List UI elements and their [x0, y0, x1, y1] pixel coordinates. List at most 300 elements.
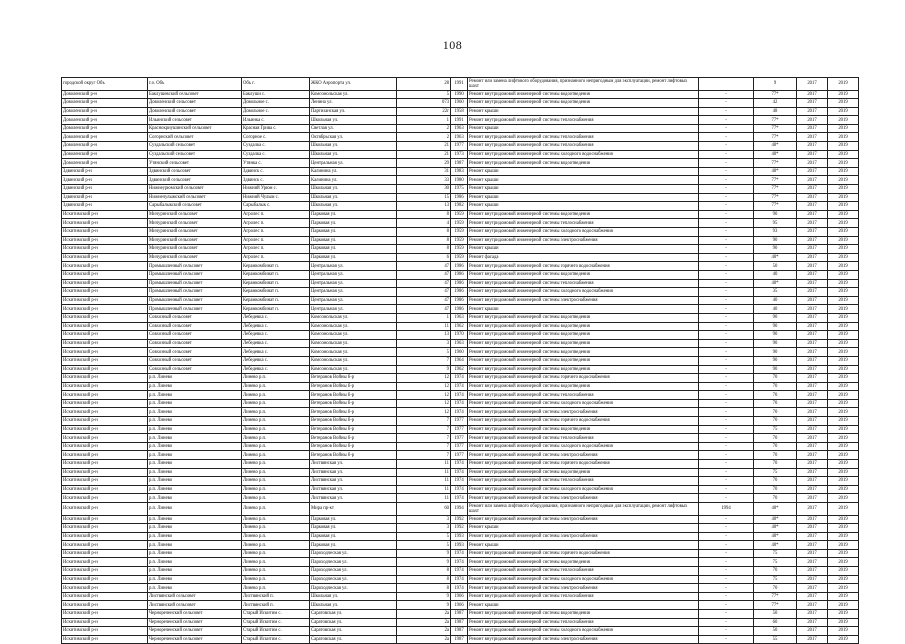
cell-wear-percent: 40*: [754, 532, 797, 541]
cell-work-type: Ремонт внутридомовой инженерной системы электроснабжения: [468, 635, 699, 644]
cell-plan-end-year: 2019: [828, 442, 859, 451]
cell-municipal-district: Искитимский р-н: [62, 584, 148, 593]
cell-year-built: 1991: [451, 78, 468, 91]
table-row: [62, 176, 859, 185]
cell-municipal-district: Искитимский р-н: [62, 374, 148, 383]
cell-wear-percent: 90: [754, 348, 797, 357]
cell-street: Комсомольская ул.: [310, 322, 397, 331]
cell-house-number: 9: [397, 601, 451, 610]
cell-work-type: Ремонт внутридомовой инженерной системы холодного водоснабжения: [468, 485, 699, 494]
cell-year-built: 1974: [451, 567, 468, 576]
cell-municipal-district: городской округ Объ: [62, 78, 148, 91]
cell-plan-start-year: 2017: [797, 339, 828, 348]
cell-year-built: 1986: [451, 262, 468, 271]
cell-municipality: Краснокриушинский сельсовет: [148, 124, 242, 133]
table-row: [62, 485, 859, 494]
table-row: [62, 356, 859, 365]
cell-year-built: 1987: [451, 618, 468, 627]
cell-year-built: 1962: [451, 322, 468, 331]
cell-plan-end-year: 2019: [828, 279, 859, 288]
cell-lift-year: -: [699, 107, 754, 116]
cell-municipal-district: Искитимский р-н: [62, 618, 148, 627]
cell-plan-start-year: 2017: [797, 296, 828, 305]
cell-settlement: Суздалка с.: [242, 142, 310, 151]
cell-work-type: Ремонт внутридомовой инженерной системы электроснабжения: [468, 584, 699, 593]
cell-municipality: Доволенский сельсовет: [148, 107, 242, 116]
cell-wear-percent: 77*: [754, 124, 797, 133]
cell-lift-year: -: [699, 374, 754, 383]
cell-plan-start-year: 2017: [797, 399, 828, 408]
cell-house-number: 12: [397, 408, 451, 417]
cell-street: Листвянская ул.: [310, 477, 397, 486]
table-row: [62, 339, 859, 348]
cell-plan-end-year: 2019: [828, 451, 859, 460]
cell-settlement: Листвянский п.: [242, 592, 310, 601]
repair-schedule-table: [61, 77, 859, 644]
cell-work-type: Ремонт внутридомовой инженерной системы электроснабжения: [468, 494, 699, 503]
cell-municipality: р.п. Линево: [148, 515, 242, 524]
cell-work-type: Ремонт внутридомовой инженерной системы электроснабжения: [468, 515, 699, 524]
cell-work-type: Ремонт внутридомовой инженерной системы холодного водоснабжения: [468, 228, 699, 237]
cell-street: Пароходческая ул.: [310, 549, 397, 558]
cell-plan-end-year: 2019: [828, 150, 859, 159]
cell-plan-end-year: 2019: [828, 78, 859, 91]
cell-street: Листвянская ул.: [310, 460, 397, 469]
cell-plan-end-year: 2019: [828, 305, 859, 314]
cell-plan-end-year: 2019: [828, 159, 859, 168]
cell-plan-end-year: 2019: [828, 270, 859, 279]
cell-municipal-district: Искитимский р-н: [62, 425, 148, 434]
cell-house-number: 12: [397, 391, 451, 400]
table-row: [62, 365, 859, 374]
cell-settlement: Агролес п.: [242, 228, 310, 237]
cell-lift-year: -: [699, 584, 754, 593]
table-row: [62, 477, 859, 486]
cell-plan-end-year: 2019: [828, 468, 859, 477]
cell-municipality: Утянский сельсовет: [148, 159, 242, 168]
cell-plan-end-year: 2019: [828, 219, 859, 228]
cell-wear-percent: 70: [754, 485, 797, 494]
cell-plan-end-year: 2019: [828, 434, 859, 443]
cell-street: Школьная ул.: [310, 142, 397, 151]
cell-house-number: 8: [397, 245, 451, 254]
cell-plan-end-year: 2019: [828, 253, 859, 262]
cell-plan-end-year: 2019: [828, 228, 859, 237]
cell-municipality: Мичуринский сельсовет: [148, 236, 242, 245]
cell-work-type: Ремонт внутридомовой инженерной системы водоотведения: [468, 210, 699, 219]
cell-municipality: р.п. Линево: [148, 485, 242, 494]
cell-lift-year: -: [699, 541, 754, 550]
cell-street: Октябрьская ул.: [310, 133, 397, 142]
cell-work-type: Ремонт внутридомовой инженерной системы водоотведения: [468, 159, 699, 168]
cell-plan-end-year: 2019: [828, 408, 859, 417]
cell-plan-end-year: 2019: [828, 567, 859, 576]
table-row: [62, 90, 859, 99]
cell-house-number: 11: [397, 485, 451, 494]
cell-house-number: 5: [397, 90, 451, 99]
cell-work-type: Ремонт внутридомовой инженерной системы теплоснабжения: [468, 618, 699, 627]
cell-lift-year: -: [699, 159, 754, 168]
cell-plan-end-year: 2019: [828, 185, 859, 194]
cell-settlement: Довольное с.: [242, 99, 310, 108]
cell-municipality: Мичуринский сельсовет: [148, 210, 242, 219]
cell-settlement: Утянка с.: [242, 159, 310, 168]
cell-work-type: Ремонт фасада: [468, 253, 699, 262]
cell-municipality: Доволенский сельсовет: [148, 99, 242, 108]
cell-municipal-district: Искитимский р-н: [62, 468, 148, 477]
cell-work-type: Ремонт крыши: [468, 167, 699, 176]
cell-lift-year: -: [699, 193, 754, 202]
cell-lift-year: -: [699, 142, 754, 151]
cell-municipality: Суздальский сельсовет: [148, 150, 242, 159]
cell-lift-year: -: [699, 417, 754, 426]
cell-wear-percent: 75: [754, 558, 797, 567]
cell-municipal-district: Искитимский р-н: [62, 442, 148, 451]
cell-house-number: 12: [397, 399, 451, 408]
cell-municipal-district: Искитимский р-н: [62, 494, 148, 503]
table-row: [62, 348, 859, 357]
cell-street: Ветеранов Войны б-р: [310, 451, 397, 460]
cell-wear-percent: 70: [754, 451, 797, 460]
cell-wear-percent: 70: [754, 460, 797, 469]
cell-house-number: 2а: [397, 618, 451, 627]
cell-lift-year: -: [699, 477, 754, 486]
table-row: [62, 584, 859, 593]
cell-settlement: Линево р.п.: [242, 442, 310, 451]
cell-year-built: 1966: [451, 601, 468, 610]
cell-work-type: Ремонт внутридомовой инженерной системы электроснабжения: [468, 408, 699, 417]
cell-plan-end-year: 2019: [828, 610, 859, 619]
cell-municipality: Совхозный сельсовет: [148, 331, 242, 340]
cell-plan-start-year: 2017: [797, 567, 828, 576]
cell-plan-end-year: 2019: [828, 382, 859, 391]
cell-plan-end-year: 2019: [828, 116, 859, 125]
cell-wear-percent: 90: [754, 365, 797, 374]
cell-year-built: 1964: [451, 356, 468, 365]
cell-street: Ветеранов Войны б-р: [310, 417, 397, 426]
cell-street: Ветеранов Войны б-р: [310, 382, 397, 391]
cell-lift-year: -: [699, 348, 754, 357]
cell-plan-start-year: 2017: [797, 348, 828, 357]
cell-house-number: 47: [397, 305, 451, 314]
cell-street: Центральная ул.: [310, 270, 397, 279]
cell-municipality: г.о. Объ: [148, 78, 242, 91]
cell-municipality: Совхозный сельсовет: [148, 365, 242, 374]
cell-municipality: Совхозный сельсовет: [148, 313, 242, 322]
cell-lift-year: -: [699, 601, 754, 610]
cell-plan-start-year: 2017: [797, 142, 828, 151]
cell-plan-end-year: 2019: [828, 167, 859, 176]
cell-house-number: 15: [397, 193, 451, 202]
cell-plan-end-year: 2019: [828, 133, 859, 142]
table-row: [62, 193, 859, 202]
cell-year-built: 1974: [451, 549, 468, 558]
cell-settlement: Линево р.п.: [242, 391, 310, 400]
cell-lift-year: -: [699, 549, 754, 558]
cell-wear-percent: 77*: [754, 116, 797, 125]
cell-municipality: р.п. Линево: [148, 477, 242, 486]
cell-settlement: Линево р.п.: [242, 408, 310, 417]
cell-lift-year: -: [699, 451, 754, 460]
cell-municipality: Сарыбалыкский сельсовет: [148, 202, 242, 211]
cell-settlement: Линево р.п.: [242, 399, 310, 408]
cell-municipal-district: Искитимский р-н: [62, 592, 148, 601]
cell-plan-start-year: 2017: [797, 425, 828, 434]
cell-plan-start-year: 2017: [797, 116, 828, 125]
cell-year-built: 1993: [451, 532, 468, 541]
cell-house-number: 7: [397, 442, 451, 451]
cell-plan-start-year: 2017: [797, 185, 828, 194]
cell-street: Калинина ул.: [310, 176, 397, 185]
cell-work-type: Ремонт внутридомовой инженерной системы водоотведения: [468, 99, 699, 108]
cell-lift-year: -: [699, 288, 754, 297]
cell-wear-percent: 60: [754, 618, 797, 627]
cell-plan-end-year: 2019: [828, 322, 859, 331]
cell-year-built: 1977: [451, 142, 468, 151]
table-row: [62, 460, 859, 469]
cell-municipal-district: Доволенский р-н: [62, 116, 148, 125]
cell-municipality: Промышленный сельсовет: [148, 288, 242, 297]
cell-street: Школьная ул.: [310, 202, 397, 211]
cell-municipality: р.п. Линево: [148, 575, 242, 584]
cell-municipality: р.п. Линево: [148, 584, 242, 593]
cell-lift-year: -: [699, 558, 754, 567]
cell-street: Саратовская ул.: [310, 635, 397, 644]
table-row: [62, 288, 859, 297]
cell-municipality: Суздальский сельсовет: [148, 142, 242, 151]
table-row: [62, 503, 859, 516]
cell-settlement: Линево р.п.: [242, 494, 310, 503]
cell-plan-start-year: 2017: [797, 99, 828, 108]
cell-plan-start-year: 2017: [797, 107, 828, 116]
cell-lift-year: -: [699, 382, 754, 391]
cell-settlement: Линево р.п.: [242, 382, 310, 391]
cell-lift-year: -: [699, 331, 754, 340]
cell-plan-end-year: 2019: [828, 142, 859, 151]
cell-settlement: Листвянский п.: [242, 601, 310, 610]
cell-municipality: р.п. Линево: [148, 408, 242, 417]
cell-plan-end-year: 2019: [828, 331, 859, 340]
cell-wear-percent: 77*: [754, 159, 797, 168]
cell-house-number: 8: [397, 228, 451, 237]
cell-year-built: 1974: [451, 399, 468, 408]
cell-wear-percent: 95: [754, 219, 797, 228]
cell-settlement: Линево р.п.: [242, 524, 310, 533]
cell-street: Центральная ул.: [310, 279, 397, 288]
cell-year-built: 1963: [451, 313, 468, 322]
cell-street: Пароходческая ул.: [310, 558, 397, 567]
table-row: [62, 468, 859, 477]
cell-street: Школьная ул.: [310, 185, 397, 194]
cell-house-number: 7: [397, 417, 451, 426]
cell-work-type: Ремонт внутридомовой инженерной системы холодного водоснабжения: [468, 150, 699, 159]
cell-plan-start-year: 2017: [797, 610, 828, 619]
table-row: [62, 116, 859, 125]
cell-house-number: 6: [397, 253, 451, 262]
table-row: [62, 382, 859, 391]
cell-settlement: Линево р.п.: [242, 575, 310, 584]
cell-plan-end-year: 2019: [828, 592, 859, 601]
cell-house-number: 7: [397, 356, 451, 365]
cell-work-type: Ремонт внутридомовой инженерной системы водоотведения: [468, 468, 699, 477]
cell-work-type: Ремонт крыши: [468, 124, 699, 133]
cell-lift-year: -: [699, 133, 754, 142]
cell-work-type: Ремонт внутридомовой инженерной системы теплоснабжения: [468, 133, 699, 142]
cell-settlement: Согорное с.: [242, 133, 310, 142]
cell-work-type: Ремонт внутридомовой инженерной системы водоотведения: [468, 425, 699, 434]
cell-year-built: 1987: [451, 627, 468, 636]
cell-wear-percent: 77*: [754, 601, 797, 610]
cell-work-type: Ремонт внутридомовой инженерной системы водоотведения: [468, 331, 699, 340]
cell-wear-percent: 93: [754, 228, 797, 237]
cell-municipality: р.п. Линево: [148, 451, 242, 460]
cell-wear-percent: 90: [754, 356, 797, 365]
cell-house-number: 21: [397, 142, 451, 151]
cell-municipality: Чернореченский сельсовет: [148, 627, 242, 636]
cell-plan-start-year: 2017: [797, 558, 828, 567]
cell-year-built: 1977: [451, 425, 468, 434]
cell-house-number: 11: [397, 477, 451, 486]
cell-municipality: р.п. Линево: [148, 532, 242, 541]
cell-wear-percent: 40*: [754, 150, 797, 159]
cell-street: Парковая ул.: [310, 210, 397, 219]
table-row: [62, 610, 859, 619]
cell-wear-percent: 70: [754, 408, 797, 417]
table-row: [62, 442, 859, 451]
cell-work-type: Ремонт внутридомовой инженерной системы водоотведения: [468, 270, 699, 279]
cell-work-type: Ремонт внутридомовой инженерной системы водоотведения: [468, 90, 699, 99]
cell-lift-year: -: [699, 245, 754, 254]
cell-municipality: р.п. Линево: [148, 494, 242, 503]
cell-plan-start-year: 2017: [797, 365, 828, 374]
cell-lift-year: -: [699, 90, 754, 99]
cell-municipality: Листвянский сельсовет: [148, 601, 242, 610]
cell-street: Светлая ул.: [310, 124, 397, 133]
cell-municipal-district: Искитимский р-н: [62, 610, 148, 619]
cell-plan-end-year: 2019: [828, 99, 859, 108]
cell-work-type: Ремонт внутридомовой инженерной системы теплоснабжения: [468, 391, 699, 400]
cell-plan-end-year: 2019: [828, 524, 859, 533]
cell-work-type: Ремонт крыши: [468, 601, 699, 610]
cell-work-type: Ремонт внутридомовой инженерной системы теплоснабжения: [468, 567, 699, 576]
cell-plan-end-year: 2019: [828, 348, 859, 357]
cell-house-number: 47: [397, 279, 451, 288]
cell-street: Саратовская ул.: [310, 610, 397, 619]
cell-settlement: Старый Искитим с.: [242, 635, 310, 644]
cell-wear-percent: 55: [754, 635, 797, 644]
cell-lift-year: -: [699, 305, 754, 314]
cell-municipality: Промышленный сельсовет: [148, 305, 242, 314]
cell-plan-end-year: 2019: [828, 296, 859, 305]
cell-municipal-district: Искитимский р-н: [62, 348, 148, 357]
cell-plan-start-year: 2017: [797, 627, 828, 636]
cell-settlement: Сарыбалык с.: [242, 202, 310, 211]
cell-plan-end-year: 2019: [828, 618, 859, 627]
cell-settlement: Нижний Чулым с.: [242, 193, 310, 202]
cell-lift-year: -: [699, 460, 754, 469]
cell-year-built: 1963: [451, 133, 468, 142]
cell-plan-end-year: 2019: [828, 477, 859, 486]
table-row: [62, 262, 859, 271]
cell-plan-end-year: 2019: [828, 425, 859, 434]
table-row: [62, 253, 859, 262]
table-row: [62, 567, 859, 576]
cell-municipality: Совхозный сельсовет: [148, 356, 242, 365]
cell-plan-start-year: 2017: [797, 382, 828, 391]
cell-settlement: Баклуши с.: [242, 90, 310, 99]
cell-lift-year: -: [699, 485, 754, 494]
cell-plan-end-year: 2019: [828, 541, 859, 550]
cell-year-built: 1992: [451, 524, 468, 533]
cell-plan-start-year: 2017: [797, 236, 828, 245]
cell-lift-year: -: [699, 468, 754, 477]
cell-plan-start-year: 2017: [797, 288, 828, 297]
cell-house-number: 1: [397, 116, 451, 125]
cell-wear-percent: 77*: [754, 592, 797, 601]
cell-municipality: Совхозный сельсовет: [148, 322, 242, 331]
cell-house-number: 5: [397, 532, 451, 541]
table-row: [62, 558, 859, 567]
cell-settlement: Линево р.п.: [242, 460, 310, 469]
cell-year-built: 1958: [451, 107, 468, 116]
cell-lift-year: -: [699, 391, 754, 400]
cell-municipal-district: Искитимский р-н: [62, 365, 148, 374]
cell-house-number: 47: [397, 262, 451, 271]
cell-house-number: 13: [397, 202, 451, 211]
cell-wear-percent: 40*: [754, 167, 797, 176]
cell-house-number: 5: [397, 541, 451, 550]
cell-plan-end-year: 2019: [828, 584, 859, 593]
cell-municipality: р.п. Линево: [148, 468, 242, 477]
cell-municipal-district: Здвинский р-н: [62, 176, 148, 185]
cell-wear-percent: 75: [754, 425, 797, 434]
cell-wear-percent: 40*: [754, 503, 797, 516]
cell-work-type: Ремонт внутридомовой инженерной системы электроснабжения: [468, 451, 699, 460]
cell-work-type: Ремонт крыши: [468, 193, 699, 202]
cell-plan-start-year: 2017: [797, 524, 828, 533]
cell-settlement: Керамкомбинат п.: [242, 270, 310, 279]
cell-plan-start-year: 2017: [797, 635, 828, 644]
cell-street: Центральная ул.: [310, 159, 397, 168]
cell-year-built: 1977: [451, 451, 468, 460]
cell-lift-year: -: [699, 262, 754, 271]
cell-house-number: 7: [397, 451, 451, 460]
table-row: [62, 541, 859, 550]
cell-plan-start-year: 2017: [797, 485, 828, 494]
cell-settlement: Здвинск с.: [242, 176, 310, 185]
cell-house-number: 073: [397, 99, 451, 108]
cell-municipal-district: Доволенский р-н: [62, 90, 148, 99]
cell-work-type: Ремонт внутридомовой инженерной системы водоотведения: [468, 356, 699, 365]
cell-house-number: 29: [397, 159, 451, 168]
cell-settlement: Агролес п.: [242, 236, 310, 245]
cell-municipality: р.п. Линево: [148, 541, 242, 550]
cell-municipality: Промышленный сельсовет: [148, 279, 242, 288]
cell-settlement: Агролес п.: [242, 210, 310, 219]
cell-plan-start-year: 2017: [797, 262, 828, 271]
cell-street: Комсомольская ул.: [310, 365, 397, 374]
cell-municipal-district: Искитимский р-н: [62, 270, 148, 279]
cell-plan-end-year: 2019: [828, 627, 859, 636]
cell-year-built: 1987: [451, 610, 468, 619]
cell-house-number: 2: [397, 124, 451, 133]
cell-municipal-district: Искитимский р-н: [62, 558, 148, 567]
cell-municipality: р.п. Линево: [148, 399, 242, 408]
cell-year-built: 1975: [451, 185, 468, 194]
cell-lift-year: -: [699, 270, 754, 279]
cell-street: Саратовская ул.: [310, 627, 397, 636]
table-row: [62, 532, 859, 541]
